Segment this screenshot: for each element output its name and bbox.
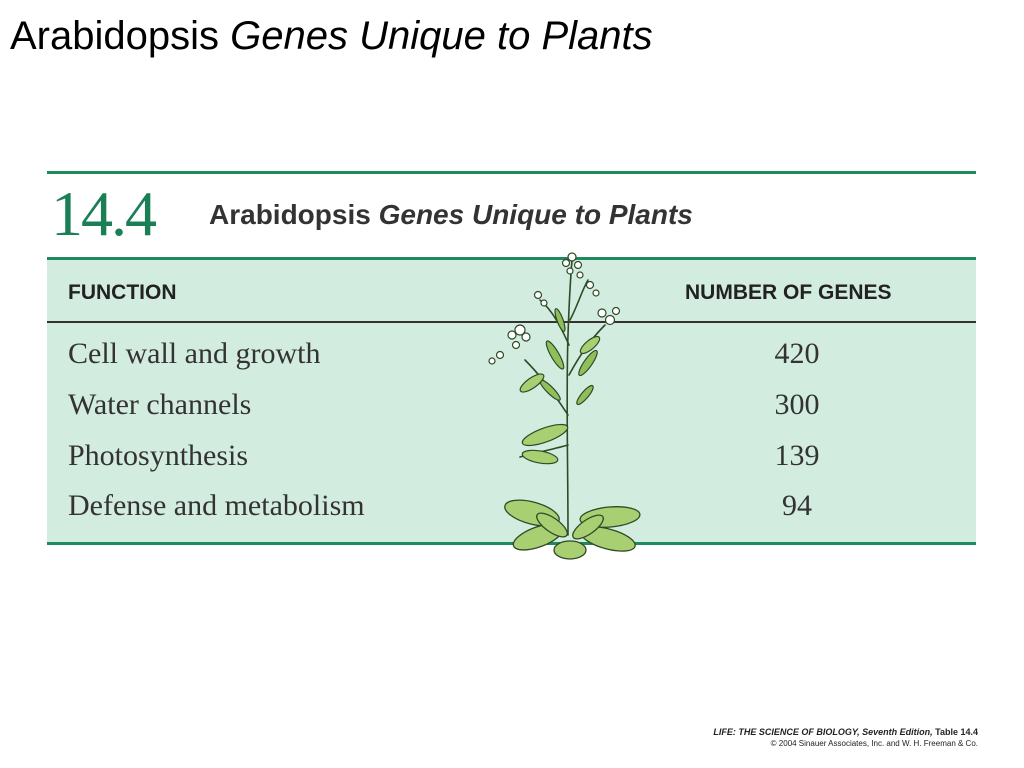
table-title-italic: Genes Unique to Plants — [378, 199, 693, 230]
row-function: Defense and metabolism — [68, 489, 365, 522]
row-function: Cell wall and growth — [68, 337, 321, 370]
row-function: Photosynthesis — [68, 439, 249, 472]
source-credit — [713, 727, 978, 748]
table-number: 14.4 — [51, 178, 155, 249]
arabidopsis-plant-illustration — [470, 245, 650, 565]
credit-copyright: © 2004 Sinauer Associates, Inc. and W. H. Freeman & Co. — [770, 739, 978, 748]
column-header-count: NUMBER OF GENES — [685, 281, 892, 304]
row-count: 94 — [782, 489, 812, 522]
table-title-plain: Arabidopsis — [209, 199, 371, 230]
credit-book: LIFE: THE SCIENCE OF BIOLOGY, — [713, 727, 860, 737]
top-rule — [47, 171, 976, 174]
credit-table-ref: Table 14.4 — [935, 727, 978, 737]
slide-title-italic: Genes Unique to Plants — [230, 14, 653, 58]
slide-title — [10, 14, 653, 59]
row-count: 139 — [774, 439, 820, 472]
column-header-function: FUNCTION — [68, 281, 177, 304]
table-title — [209, 199, 693, 231]
row-count: 300 — [774, 388, 820, 421]
credit-edition: Seventh Edition, — [862, 727, 933, 737]
slide-title-plain: Arabidopsis — [10, 14, 220, 58]
row-function: Water channels — [68, 388, 252, 421]
row-count: 420 — [774, 337, 820, 370]
